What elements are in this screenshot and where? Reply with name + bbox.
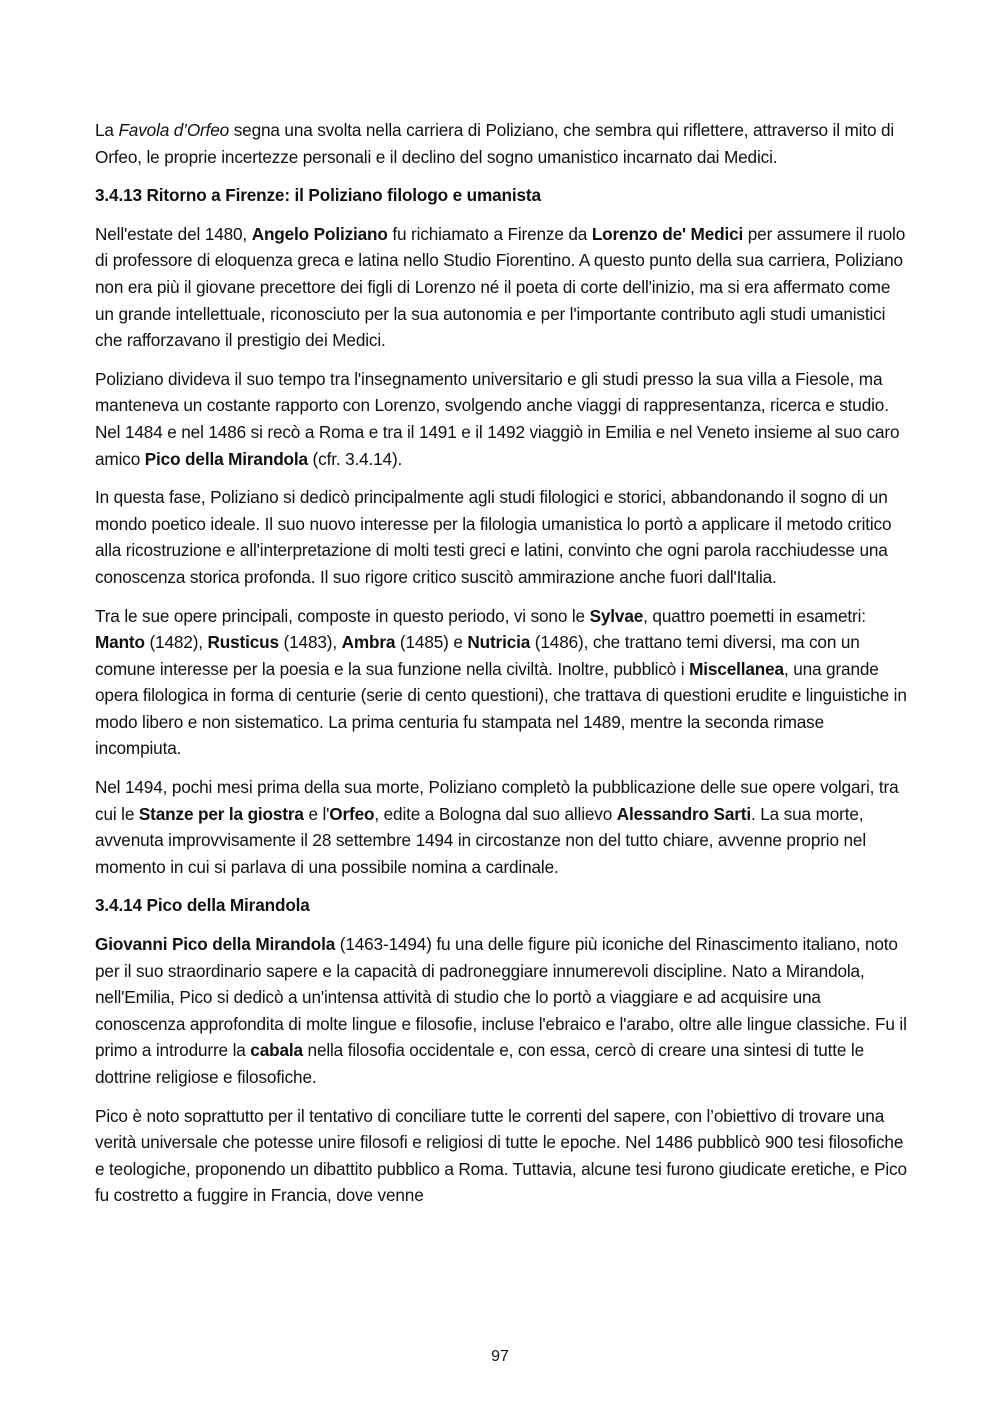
text-run: 3.4.13 Ritorno a Firenze: il Poliziano filologo e umanista <box>95 185 541 206</box>
text-run: per assumere il ruolo di professore di eloquenza greca e latina nello Studio Fiorentino. A questo punto della sua carriera, Poliziano non era più il giovane precettore dei figli di Lorenzo né il poeta di corte dell'inizio, ma si era affermato come un grande intellettuale, riconosciuto per la sua autonomia e per l'importante contributo agli studi umanistici che rafforzavano il prestigio dei Medici. <box>95 223 906 351</box>
section-heading <box>95 892 910 919</box>
body-paragraph <box>95 366 910 472</box>
section-heading <box>95 182 910 209</box>
text-run: segna una svolta nella carriera di Poliziano, che sembra qui riflettere, attraverso il mito di Orfeo, le proprie incertezze personali e il declino del sogno umanistico incarnato dai Medici. <box>95 120 895 167</box>
text-run: (1486), che trattano temi diversi, ma con un comune interesse per la poesia e la sua funzione nella civiltà. Inoltre, pubblicò i <box>95 632 860 679</box>
bold-term: Giovanni Pico della Mirandola <box>95 934 336 955</box>
text-run: Poliziano divideva il suo tempo tra l'insegnamento universitario e gli studi presso la sua villa a Fiesole, ma manteneva un costante rapporto con Lorenzo, svolgendo anche viaggi di rappresentanza, ricerca e studio. Nel 1484 e nel 1486 si recò a Roma e tra il 1491 e il 1492 viaggiò in Emilia e nel Veneto insieme al suo caro amico <box>95 368 900 469</box>
text-run: Nel 1494, pochi mesi prima della sua morte, Poliziano completò la pubblicazione delle sue opere volgari, tra cui le <box>95 777 899 824</box>
bold-term: Rusticus <box>207 632 279 653</box>
bold-term: Manto <box>95 632 145 653</box>
text-run: (1485) e <box>395 632 468 653</box>
text-run: Pico è noto soprattutto per il tentativo di conciliare tutte le correnti del sapere, con l’obiettivo di trovare una verità universale che potesse unire filosofi e religiosi di tutte le epoche. Nel 1486 pubblicò 900 tesi filosofiche e teologiche, proponendo un dibattito pubblico a Roma. Tuttavia, alcune tesi furono giudicate eretiche, e Pico fu costretto a fuggire in Francia, dove venne <box>95 1105 907 1206</box>
text-run: Tra le sue opere principali, composte in questo periodo, vi sono le <box>95 605 590 626</box>
text-run: fu richiamato a Firenze da <box>387 223 592 244</box>
body-paragraph <box>95 221 910 354</box>
page-number: 97 <box>491 1348 509 1365</box>
text-run: La <box>95 120 119 140</box>
body-paragraph <box>95 117 910 170</box>
page-body <box>95 117 910 1221</box>
text-run: , una grande opera filologica in forma di centurie (serie di cento questioni), che trattava di questioni erudite e linguistiche in modo libero e non sistematico. La prima centuria fu stampata nel 1489, mentre la seconda rimase incompiuta. <box>95 658 907 759</box>
bold-term: Alessandro Sarti <box>616 803 751 824</box>
text-run: Nell'estate del 1480, <box>95 223 252 244</box>
body-paragraph <box>95 931 910 1091</box>
text-run: (1483), <box>278 632 342 653</box>
text-run: (1482), <box>144 632 208 653</box>
text-run: (1463-1494) fu una delle figure più iconiche del Rinascimento italiano, noto per il suo straordinario sapere e la capacità di padroneggiare innumerevoli discipline. Nato a Mirandola, nell'Emilia, Pico si dedicò a un'intensa attività di studio che lo portò a viaggiare e ad acquisire una conoscenza approfondita di molte lingue e filosofie, incluse l'ebraico e l'arabo, oltre alle lingue classiche. Fu il primo a introdurre la <box>95 934 907 1061</box>
body-paragraph <box>95 603 910 763</box>
bold-term: Miscellanea <box>689 658 784 679</box>
bold-term: Stanze per la giostra <box>138 803 304 824</box>
text-run: 3.4.14 Pico della Mirandola <box>95 895 310 916</box>
text-run: , quattro poemetti in esametri: <box>643 605 866 626</box>
text-run: , edite a Bologna dal suo allievo <box>374 803 617 824</box>
bold-term: Orfeo <box>329 803 375 824</box>
text-run: In questa fase, Poliziano si dedicò principalmente agli studi filologici e storici, abbandonando il sogno di un mondo poetico ideale. Il suo nuovo interesse per la filologia umanistica lo portò a applicare il metodo critico alla ricostruzione e all'interpretazione di molti testi greci e latini, convinto che ogni parola racchiudesse una conoscenza storica profonda. Il suo rigore critico suscitò ammirazione anche fuori dall'Italia. <box>95 487 892 587</box>
body-paragraph <box>95 1103 910 1209</box>
text-run: e l' <box>303 803 330 824</box>
bold-term: Lorenzo de' Medici <box>591 223 744 244</box>
body-paragraph <box>95 774 910 880</box>
text-run: . La sua morte, avvenuta improvvisamente il 28 settembre 1494 in circostanze non del tutto chiare, avvenne proprio nel momento in cui si parlava di una possibile nomina a cardinale. <box>95 803 866 877</box>
bold-term: Angelo Poliziano <box>251 223 388 244</box>
text-run: nella filosofia occidentale e, con essa, cercò di creare una sintesi di tutte le dottrine religiose e filosofiche. <box>95 1040 864 1087</box>
body-paragraph <box>95 484 910 590</box>
bold-term: Pico della Mirandola <box>144 448 308 469</box>
italic-title: Favola d’Orfeo <box>118 120 230 140</box>
bold-term: cabala <box>250 1040 303 1061</box>
text-run: (cfr. 3.4.14). <box>307 448 403 469</box>
bold-term: Ambra <box>341 632 396 653</box>
bold-term: Nutricia <box>467 632 531 653</box>
bold-term: Sylvae <box>589 605 644 626</box>
